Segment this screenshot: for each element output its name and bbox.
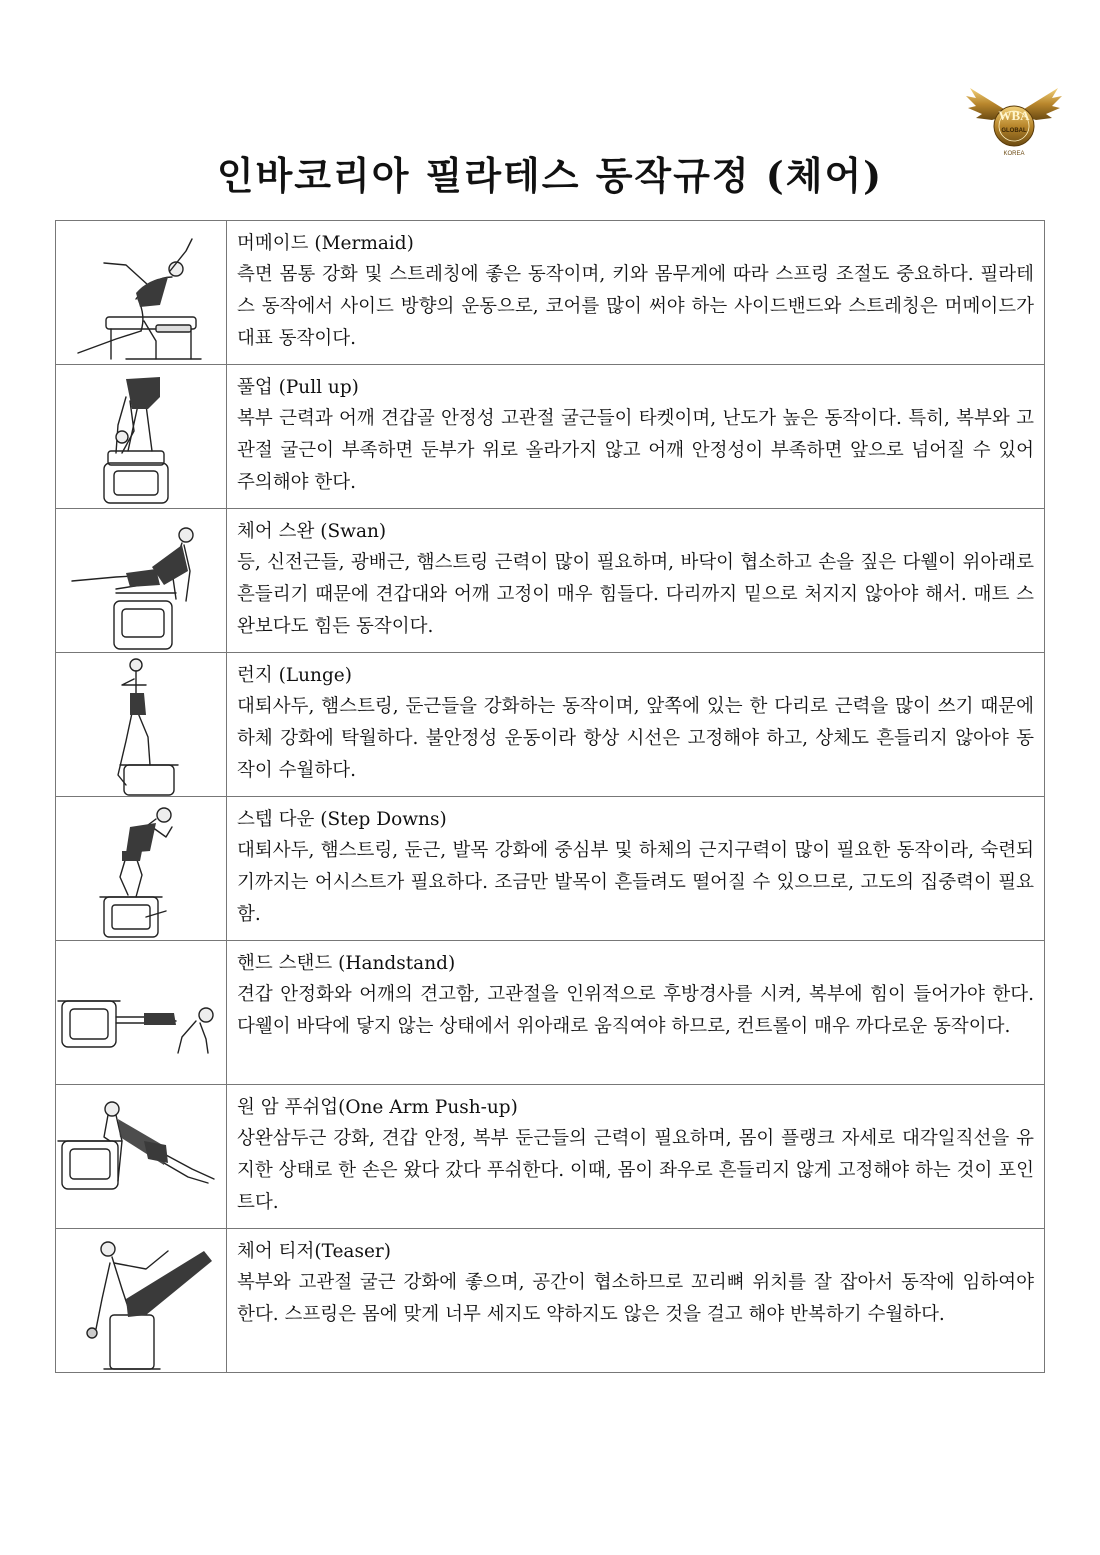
move-title: 런지 (Lunge) <box>237 665 352 686</box>
move-description-cell <box>227 797 1045 941</box>
figure-cell <box>56 221 227 365</box>
move-title: 머메이드 (Mermaid) <box>237 233 414 254</box>
figure-cell <box>56 653 227 797</box>
move-description-cell <box>227 221 1045 365</box>
table-row <box>56 797 1045 941</box>
svg-text:GLOBAL: GLOBAL <box>1001 128 1027 134</box>
moves-table <box>55 220 1045 1373</box>
table-row <box>56 509 1045 653</box>
table-row <box>56 1085 1045 1229</box>
handstand-pose-icon <box>56 941 226 1084</box>
move-description-cell <box>227 509 1045 653</box>
figure-cell <box>56 509 227 653</box>
logo-subtext: KOREA <box>1003 151 1025 157</box>
move-title: 원 암 푸쉬업(One Arm Push-up) <box>237 1097 518 1118</box>
table-row <box>56 941 1045 1085</box>
move-body: 대퇴사두, 햄스트링, 둔근들을 강화하는 동작이며, 앞쪽에 있는 한 다리로 근력을 많이 쓰기 때문에 하체 강화에 탁월하다. 불안정성 운동이라 항상 시선은 고정해야 하고, 상체도 흔들리지 않아야 동작이 수월하다. <box>237 696 1034 781</box>
one-arm-push-up-pose-icon <box>56 1085 226 1228</box>
teaser-pose-icon <box>56 1229 226 1372</box>
figure-cell <box>56 941 227 1085</box>
pull-up-pose-icon <box>56 365 226 508</box>
mermaid-pose-icon <box>56 221 226 364</box>
move-body: 복부와 고관절 굴근 강화에 좋으며, 공간이 협소하므로 꼬리뼈 위치를 잘 잡아서 동작에 임하여야 한다. 스프링은 몸에 맞게 너무 세지도 약하지도 않은 것을 걸고 해야 반복하기 수월하다. <box>237 1272 1034 1325</box>
move-title: 체어 티저(Teaser) <box>237 1241 391 1262</box>
move-description-cell <box>227 941 1045 1085</box>
move-description-cell <box>227 1085 1045 1229</box>
move-title: 스텝 다운 (Step Downs) <box>237 809 447 830</box>
move-title: 풀업 (Pull up) <box>237 377 359 398</box>
move-body: 등, 신전근들, 광배근, 햄스트링 근력이 많이 필요하며, 바닥이 협소하고 손을 짚은 다웰이 위아래로 흔들리기 때문에 견갑대와 어깨 고정이 매우 힘들다. 다리까지 밑으로 처지지 않아야 해서. 매트 스완보다도 힘든 동작이다. <box>237 552 1034 637</box>
logo-wordmark: WBA <box>998 108 1030 123</box>
move-body: 대퇴사두, 햄스트링, 둔근, 발목 강화에 중심부 및 하체의 근지구력이 많이 필요한 동작이라, 숙련되기까지는 어시스트가 필요하다. 조금만 발목이 흔들려도 떨어질 수 있으므로, 고도의 집중력이 필요함. <box>237 840 1034 925</box>
move-body: 복부 근력과 어깨 견갑골 안정성 고관절 굴근들이 타켓이며, 난도가 높은 동작이다. 특히, 복부와 고관절 굴근이 부족하면 둔부가 위로 올라가지 않고 어깨 안정성이 부족하면 앞으로 넘어질 수 있어 주의해야 한다. <box>237 408 1034 493</box>
move-description-cell <box>227 653 1045 797</box>
figure-cell <box>56 1085 227 1229</box>
table-row <box>56 1229 1045 1373</box>
swan-pose-icon <box>56 509 226 652</box>
move-title: 체어 스완 (Swan) <box>237 521 387 542</box>
move-body: 견갑 안정화와 어깨의 견고함, 고관절을 인위적으로 후방경사를 시켜, 복부에 힘이 들어가야 한다. 다웰이 바닥에 닿지 않는 상태에서 위아래로 움직여야 하므로, 컨트롤이 매우 까다로운 동작이다. <box>237 984 1034 1037</box>
table-row <box>56 365 1045 509</box>
lunge-pose-icon <box>56 653 226 796</box>
figure-cell <box>56 365 227 509</box>
move-title: 핸드 스탠드 (Handstand) <box>237 953 456 974</box>
step-down-pose-icon <box>56 797 226 940</box>
move-body: 측면 몸통 강화 및 스트레칭에 좋은 동작이며, 키와 몸무게에 따라 스프링 조절도 중요하다. 필라테스 동작에서 사이드 방향의 운동으로, 코어를 많이 써야 하는 사이드밴드와 스트레칭은 머메이드가 대표 동작이다. <box>237 264 1034 349</box>
move-body: 상완삼두근 강화, 견갑 안정, 복부 둔근들의 근력이 필요하며, 몸이 플랭크 자세로 대각일직선을 유지한 상태로 한 손은 왔다 갔다 푸쉬한다. 이때, 몸이 좌우로 흔들리지 않게 고정해야 하는 것이 포인트다. <box>237 1128 1034 1213</box>
table-row <box>56 221 1045 365</box>
move-description-cell <box>227 365 1045 509</box>
figure-cell <box>56 797 227 941</box>
table-row <box>56 653 1045 797</box>
move-description-cell <box>227 1229 1045 1373</box>
page-title: 인바코리아 필라테스 동작규정 (체어) <box>216 153 884 198</box>
figure-cell <box>56 1229 227 1373</box>
